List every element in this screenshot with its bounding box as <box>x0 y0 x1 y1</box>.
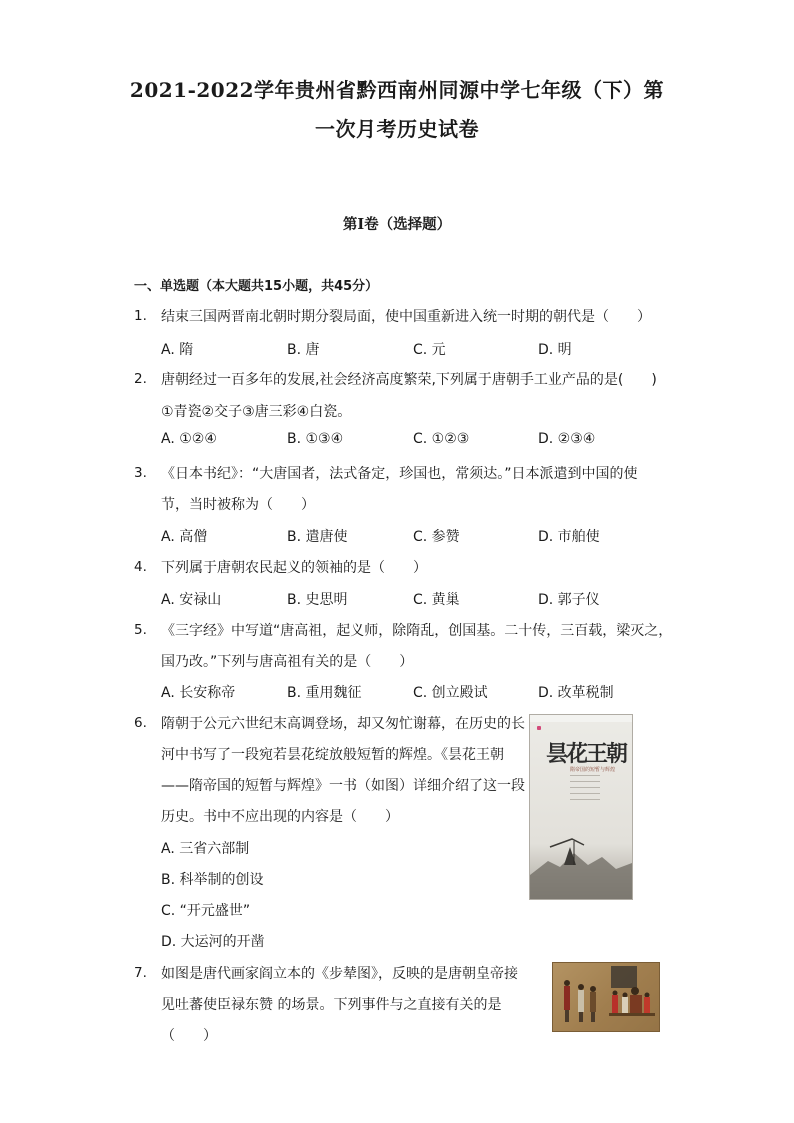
question-3-option-c[interactable]: C. 参赞 <box>413 529 460 545</box>
question-1-option-a[interactable]: A. 隋 <box>161 342 194 358</box>
question-2-text-line-2: ①青瓷②交子③唐三彩④白瓷。 <box>161 404 352 420</box>
question-6-text-line-3: ——隋帝国的短暂与辉煌》一书（如图）详细介绍了这一段 <box>161 778 525 794</box>
painting-figures-icon <box>553 963 659 1031</box>
book-cover-subtitle: 隋帝国的短暂与辉煌 <box>570 767 616 773</box>
question-6-text-line-2: 河中书写了一段宛若昙花绽放般短暂的辉煌。《昙花王朝 <box>161 747 504 763</box>
question-4-option-d[interactable]: D. 郭子仪 <box>538 592 600 608</box>
question-3-option-b[interactable]: B. 遣唐使 <box>287 529 348 545</box>
question-number: 4. <box>134 559 147 575</box>
question-5-text-line-2: 国乃改。”下列与唐高祖有关的是（ ） <box>161 654 414 670</box>
question-1-option-d[interactable]: D. 明 <box>538 342 572 358</box>
book-cover-image <box>529 714 633 900</box>
question-6-option-d[interactable]: D. 大运河的开凿 <box>161 934 265 950</box>
book-cover-title: 昙花王朝 <box>546 741 627 767</box>
question-1-option-b[interactable]: B. 唐 <box>287 342 320 358</box>
question-number: 3. <box>134 465 147 481</box>
question-3-option-d[interactable]: D. 市舶使 <box>538 529 600 545</box>
question-6-option-b[interactable]: B. 科举制的创设 <box>161 872 264 888</box>
question-2-option-a[interactable]: A. ①②④ <box>161 431 217 447</box>
question-1-text: 结束三国两晋南北朝时期分裂局面，使中国重新进入统一时期的朝代是（ ） <box>161 309 651 325</box>
question-number: 5. <box>134 622 147 638</box>
question-1-option-c[interactable]: C. 元 <box>413 342 446 358</box>
book-cover-ink-landscape-icon <box>530 715 632 899</box>
question-3-option-a[interactable]: A. 高僧 <box>161 529 208 545</box>
question-5-text-line-1: 《三字经》中写道“唐高祖，起义师，除隋乱，创国基。二十传，三百载，梁灭之， <box>161 623 673 639</box>
question-6-option-c[interactable]: C. “开元盛世” <box>161 903 251 919</box>
question-4-option-a[interactable]: A. 安禄山 <box>161 592 222 608</box>
question-6-text-line-1: 隋朝于公元六世纪末高调登场，却又匆忙谢幕，在历史的长 <box>161 716 525 732</box>
question-2-option-b[interactable]: B. ①③④ <box>287 431 344 447</box>
question-4-option-c[interactable]: C. 黄巢 <box>413 592 460 608</box>
question-6-text-line-4: 历史。书中不应出现的内容是（ ） <box>161 809 399 825</box>
question-4-option-b[interactable]: B. 史思明 <box>287 592 348 608</box>
question-5-option-c[interactable]: C. 创立殿试 <box>413 685 488 701</box>
part-heading: 一、单选题（本大题共15小题，共45分） <box>134 279 379 294</box>
question-2-text-line-1: 唐朝经过一百多年的发展,社会经济高度繁荣,下列属于唐朝手工业产品的是( ) <box>161 372 657 388</box>
question-2-option-d[interactable]: D. ②③④ <box>538 431 596 447</box>
painting-image <box>552 962 660 1032</box>
question-7-text-line-3: （ ） <box>161 1028 217 1044</box>
question-number: 2. <box>134 371 147 387</box>
question-4-text: 下列属于唐朝农民起义的领袖的是（ ） <box>161 560 427 576</box>
question-7-text-line-1: 如图是唐代画家阎立本的《步辇图》，反映的是唐朝皇帝接 <box>161 966 518 982</box>
question-7-text-line-2: 见吐蕃使臣禄东赞 的场景。下列事件与之直接有关的是 <box>161 997 502 1013</box>
question-number: 1. <box>134 308 147 324</box>
exam-title-line-1: 2021-2022学年贵州省黔西南州同源中学七年级（下）第 <box>129 78 665 102</box>
question-2-option-c[interactable]: C. ①②③ <box>413 431 470 447</box>
exam-title-line-2: 一次月考历史试卷 <box>315 117 479 141</box>
question-6-option-a[interactable]: A. 三省六部制 <box>161 841 250 857</box>
section-title: 第I卷（选择题） <box>342 216 452 233</box>
question-3-text-line-2: 节，当时被称为（ ） <box>161 497 315 513</box>
question-5-option-d[interactable]: D. 改革税制 <box>538 685 614 701</box>
question-number: 6. <box>134 715 147 731</box>
question-5-option-a[interactable]: A. 长安称帝 <box>161 685 236 701</box>
question-number: 7. <box>134 965 147 981</box>
question-5-option-b[interactable]: B. 重用魏征 <box>287 685 362 701</box>
question-3-text-line-1: 《日本书纪》：“大唐国者，法式备定，珍国也，常须达。”日本派遣到中国的使 <box>161 466 638 482</box>
